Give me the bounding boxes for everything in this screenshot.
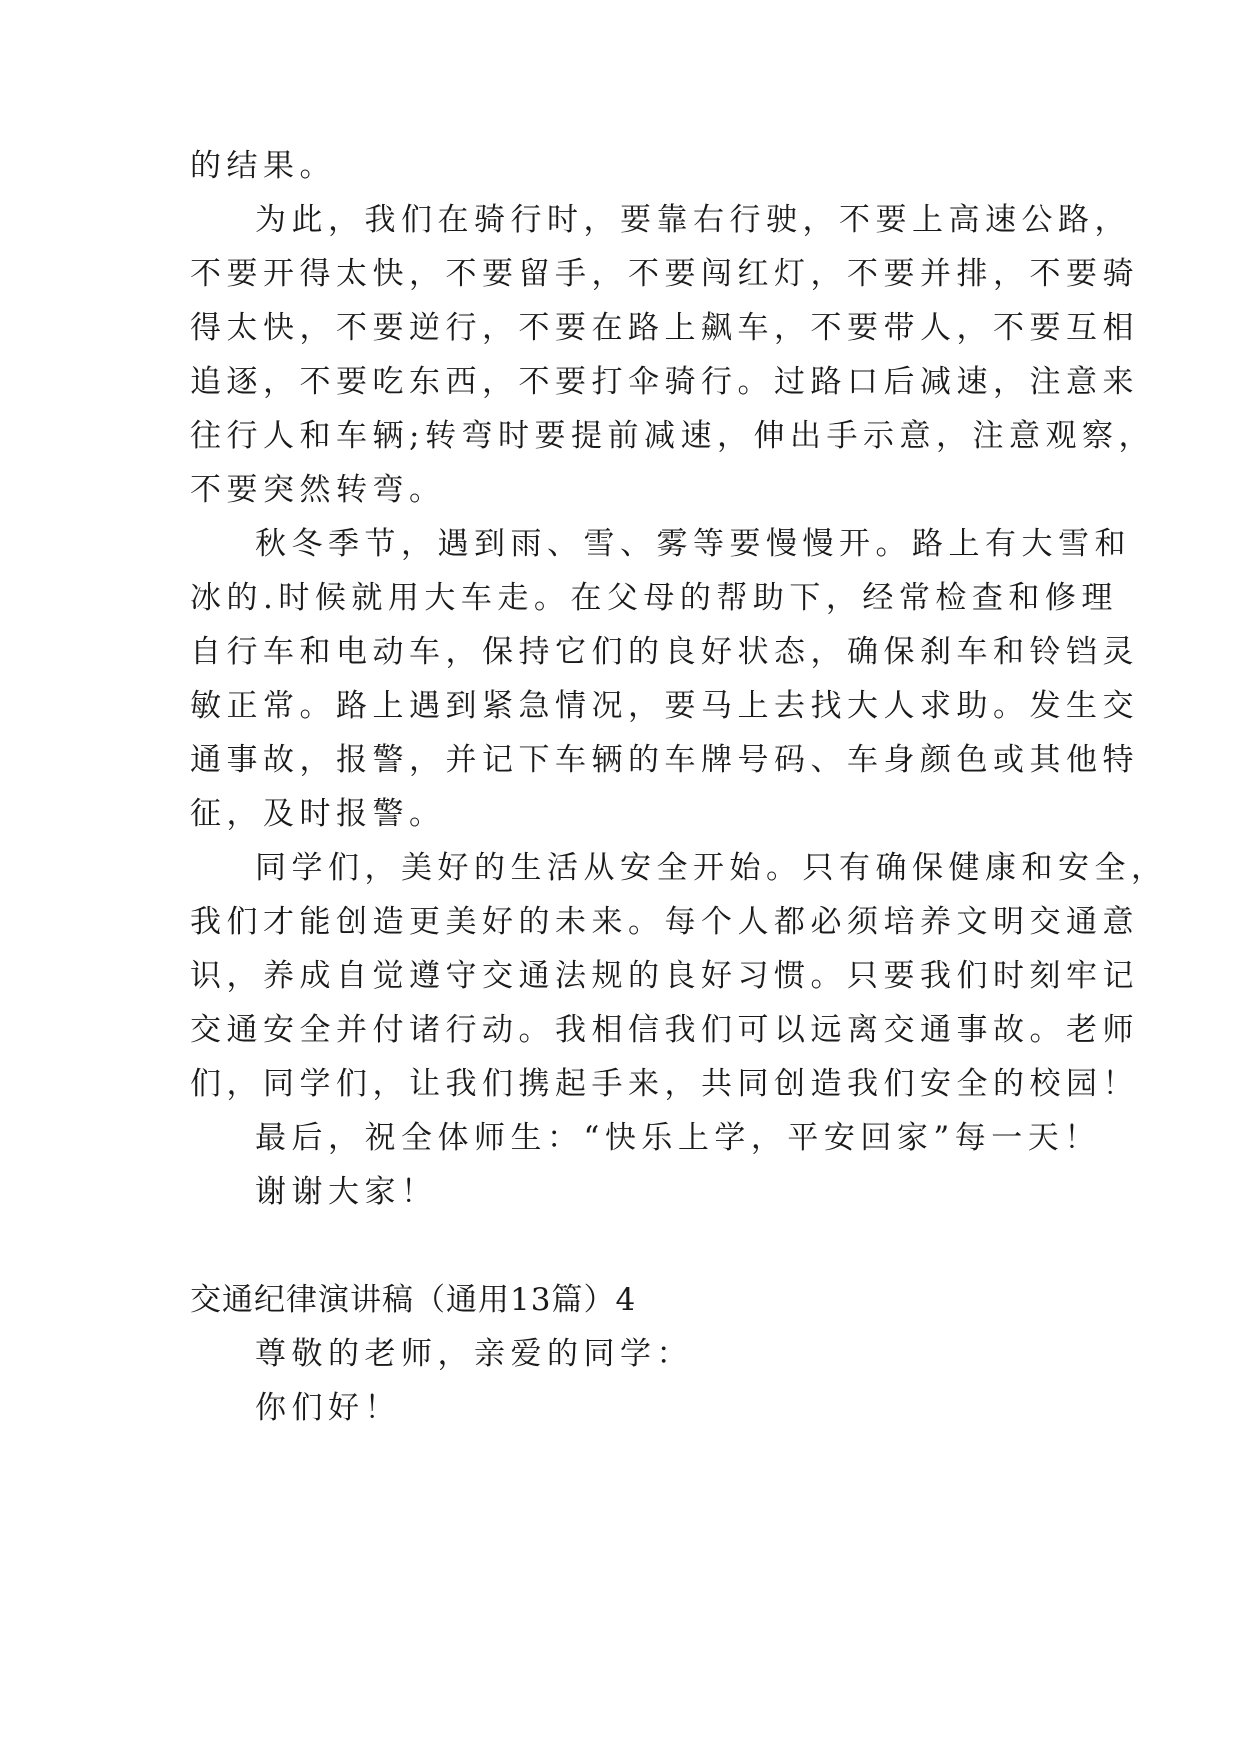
paragraph-line: 为此，我们在骑行时，要靠右行驶，不要上高速公路， (255, 202, 1131, 238)
paragraph-line: 不要开得太快，不要留手，不要闯红灯，不要并排，不要骑 (190, 256, 1139, 292)
paragraph-line: 冰的.时候就用大车走。在父母的帮助下，经常检查和修理 (190, 580, 1118, 616)
paragraph-line: 得太快，不要逆行，不要在路上飙车，不要带人，不要互相 (190, 310, 1139, 346)
salutation: 你们好！ (255, 1390, 401, 1426)
paragraph-line: 秋冬季节，遇到雨、雪、雾等要慢慢开。路上有大雪和 (255, 526, 1131, 562)
paragraph-line: 敏正常。路上遇到紧急情况，要马上去找大人求助。发生交 (190, 688, 1139, 724)
paragraph-line: 通事故，报警，并记下车辆的车牌号码、车身颜色或其他特 (190, 742, 1139, 778)
paragraph-line: 最后，祝全体师生：“快乐上学，平安回家”每一天！ (255, 1120, 1101, 1156)
paragraph-line: 追逐，不要吃东西，不要打伞骑行。过路口后减速，注意来 (190, 364, 1139, 400)
paragraph-line: 不要突然转弯。 (190, 472, 446, 508)
paragraph-line: 征，及时报警。 (190, 796, 446, 832)
paragraph-line: 们，同学们，让我们携起手来，共同创造我们安全的校园！ (190, 1066, 1139, 1102)
paragraph-line: 同学们，美好的生活从安全开始。只有确保健康和安全， (255, 850, 1168, 886)
greeting: 尊敬的老师，亲爱的同学： (255, 1336, 693, 1372)
paragraph-line: 我们才能创造更美好的未来。每个人都必须培养文明交通意 (190, 904, 1139, 940)
paragraph-line: 自行车和电动车，保持它们的良好状态，确保刹车和铃铛灵 (190, 634, 1139, 670)
paragraph-line: 的结果。 (190, 148, 336, 184)
paragraph-line: 谢谢大家！ (255, 1174, 438, 1210)
section-title: 交通纪律演讲稿（通用13篇）4 (190, 1282, 637, 1318)
paragraph-line: 往行人和车辆;转弯时要提前减速，伸出手示意，注意观察， (190, 418, 1155, 454)
paragraph-line: 识，养成自觉遵守交通法规的良好习惯。只要我们时刻牢记 (190, 958, 1139, 994)
paragraph-line: 交通安全并付诸行动。我相信我们可以远离交通事故。老师 (190, 1012, 1139, 1048)
